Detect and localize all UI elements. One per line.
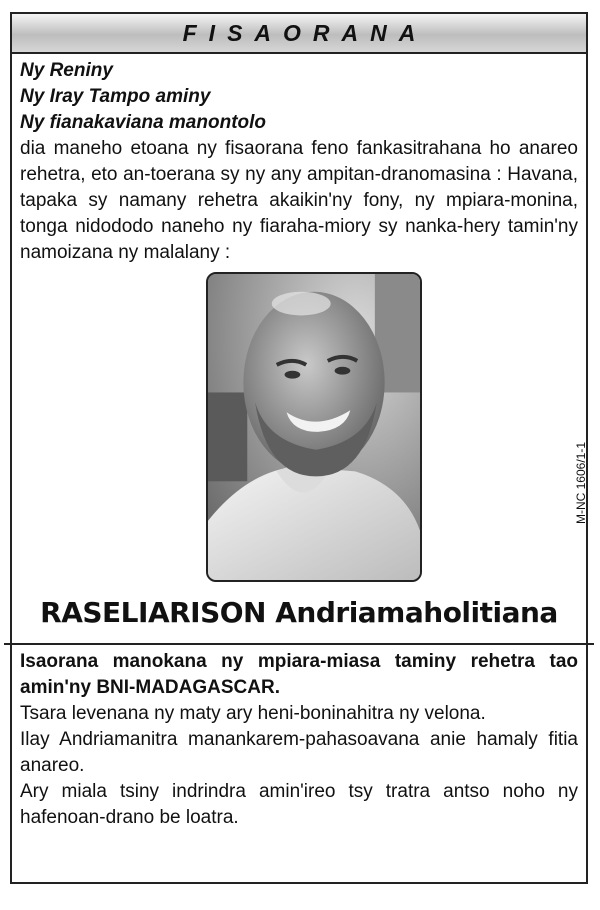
wish-paragraph-1: Tsara levenana ny maty ary heni-boninahitra ny velona.	[20, 703, 486, 724]
photo-area	[20, 272, 588, 590]
addressee-family: Ny fianakaviana manontolo	[20, 112, 267, 133]
closing-section	[12, 645, 586, 831]
notice-frame	[10, 12, 588, 884]
intro-paragraph: dia maneho etoana ny fisaorana feno fankasitrahana ho anareo rehetra, eto an-toerana sy ny any ampitan-dranomasina : Havana, tapaka sy namany rehetra akaikin'ny fony, ny mpiara-monina, tonga nidododo naneho ny fiaraha-miory sy nanka-hery tamin'ny namoizana ny malalany :	[20, 138, 578, 263]
portrait-image	[208, 274, 420, 580]
addressee-mother: Ny Reniny	[20, 60, 113, 81]
wish-paragraph-3: Ary miala tsiny indrindra amin'ireo tsy tratra antso noho ny hafenoan-drano be loatra.	[20, 781, 578, 828]
special-thanks: Isaorana manokana ny mpiara-miasa taminy rehetra tao amin'ny BNI-MADAGASCAR.	[20, 651, 578, 698]
reference-code: M-NC 1606/1-1	[574, 442, 588, 525]
portrait-photo	[206, 272, 422, 582]
intro-section	[12, 54, 586, 629]
notice-title: FISAORANA	[182, 19, 428, 46]
wish-paragraph-2: Ilay Andriamanitra manankarem-pahasoavana anie hamaly fitia anareo.	[20, 729, 578, 776]
header-bar	[12, 14, 586, 54]
deceased-name: RASELIARISON Andriamaholitiana	[40, 596, 558, 629]
addressee-siblings: Ny Iray Tampo aminy	[20, 86, 211, 107]
